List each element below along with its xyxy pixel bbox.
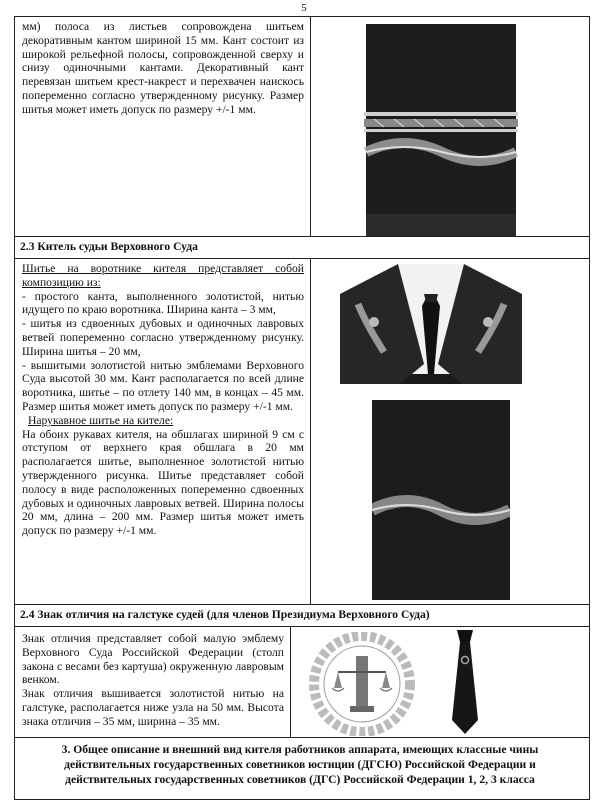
sleeve-heading: Нарукавное шитье на кителе:: [28, 413, 174, 427]
sleeve-cuff-image: [372, 400, 510, 600]
sleeve-embroidery-image: [364, 24, 518, 236]
row-divider: [14, 626, 590, 627]
section2-3-text: [22, 262, 304, 538]
collar-item-3: - вышитыми золотистой нитью эмблемами Верховного Суда высотой 30 мм. Кант располагается по всей длине воротника, шитье – по отлету 140 мм, в концах – 45 мм. Размер шитья может иметь допуск по размеру +/-1 мм.: [22, 358, 304, 413]
column-divider: [310, 16, 311, 236]
section-heading-3: 3. Общее описание и внешний вид кителя работников аппарата, имеющих классные чины действительных государственных советников юстиции (ДГСЮ) Российской Федерации и действительных государственных советников (ДГС) Российской Федерации 1, 2, 3 класса: [61, 743, 539, 786]
row-divider: [14, 236, 590, 237]
sleeve-text: На обоих рукавах кителя, на обшлагах шириной 9 см с отступом от верхнего края обшлага в 20 мм располагается шитье, выполненное золотистой нитью утвержденного рисунка. Шитье представляет собой полосу в виде расположенных попеременно сдвоенных дубовых и одиночных лавровых ветвей. Ширина полосы 20 мм, длина – 200 мм. Размер шитья может иметь допуск по размеру +/-1 мм.: [22, 427, 304, 538]
column-divider: [310, 258, 311, 604]
emblem-wreath-image: [306, 632, 418, 736]
collar-intro: Шитье на воротнике кителя представляет собой композицию из:: [22, 262, 304, 289]
row-divider: [14, 258, 590, 259]
column-divider: [290, 626, 291, 737]
section-heading-2-3: 2.3 Китель судьи Верховного Суда: [20, 240, 198, 253]
collar-item-1: - простого канта, выполненного золотистой, нитью идущего по краю воротника. Ширина канта – 3 мм,: [22, 289, 304, 317]
tie-image: [450, 630, 480, 734]
page-number: 5: [301, 2, 307, 14]
section2-4-text: [22, 632, 284, 729]
emblem-placement: Знак отличия вышивается золотистой нитью на галстуке, располагается ниже узла на 50 мм. Высота знака отличия – 35 мм, ширина – 35 мм.: [22, 687, 284, 728]
emblem-description: Знак отличия представляет собой малую эмблему Верховного Суда Российской Федерации (столп закона с весами без картуша) окруженную лавровым венком.: [22, 632, 284, 687]
jacket-collar-image: [340, 264, 522, 384]
section1-text: мм) полоса из листьев сопровождена шитьем декоративным кантом шириной 15 мм. Кант состоит из широкой рельефной полосы, сопровожденной сверху и снизу одиночными кантами. Декоративный кант перевязан шитьем крест-накрест и перехвачен наискось попеременно согласно утвержденному рисунку. Размер шитья может иметь допуск по размеру +/-1 мм.: [22, 20, 304, 116]
collar-item-2: - шитья из сдвоенных дубовых и одиночных лавровых ветвей попеременно согласно утвержденному рисунку. Ширина шитья – 20 мм,: [22, 317, 304, 358]
row-divider: [14, 604, 590, 605]
section-heading-2-4: 2.4 Знак отличия на галстуке судей (для членов Президиума Верховного Суда): [20, 608, 430, 621]
row-divider: [14, 737, 590, 738]
